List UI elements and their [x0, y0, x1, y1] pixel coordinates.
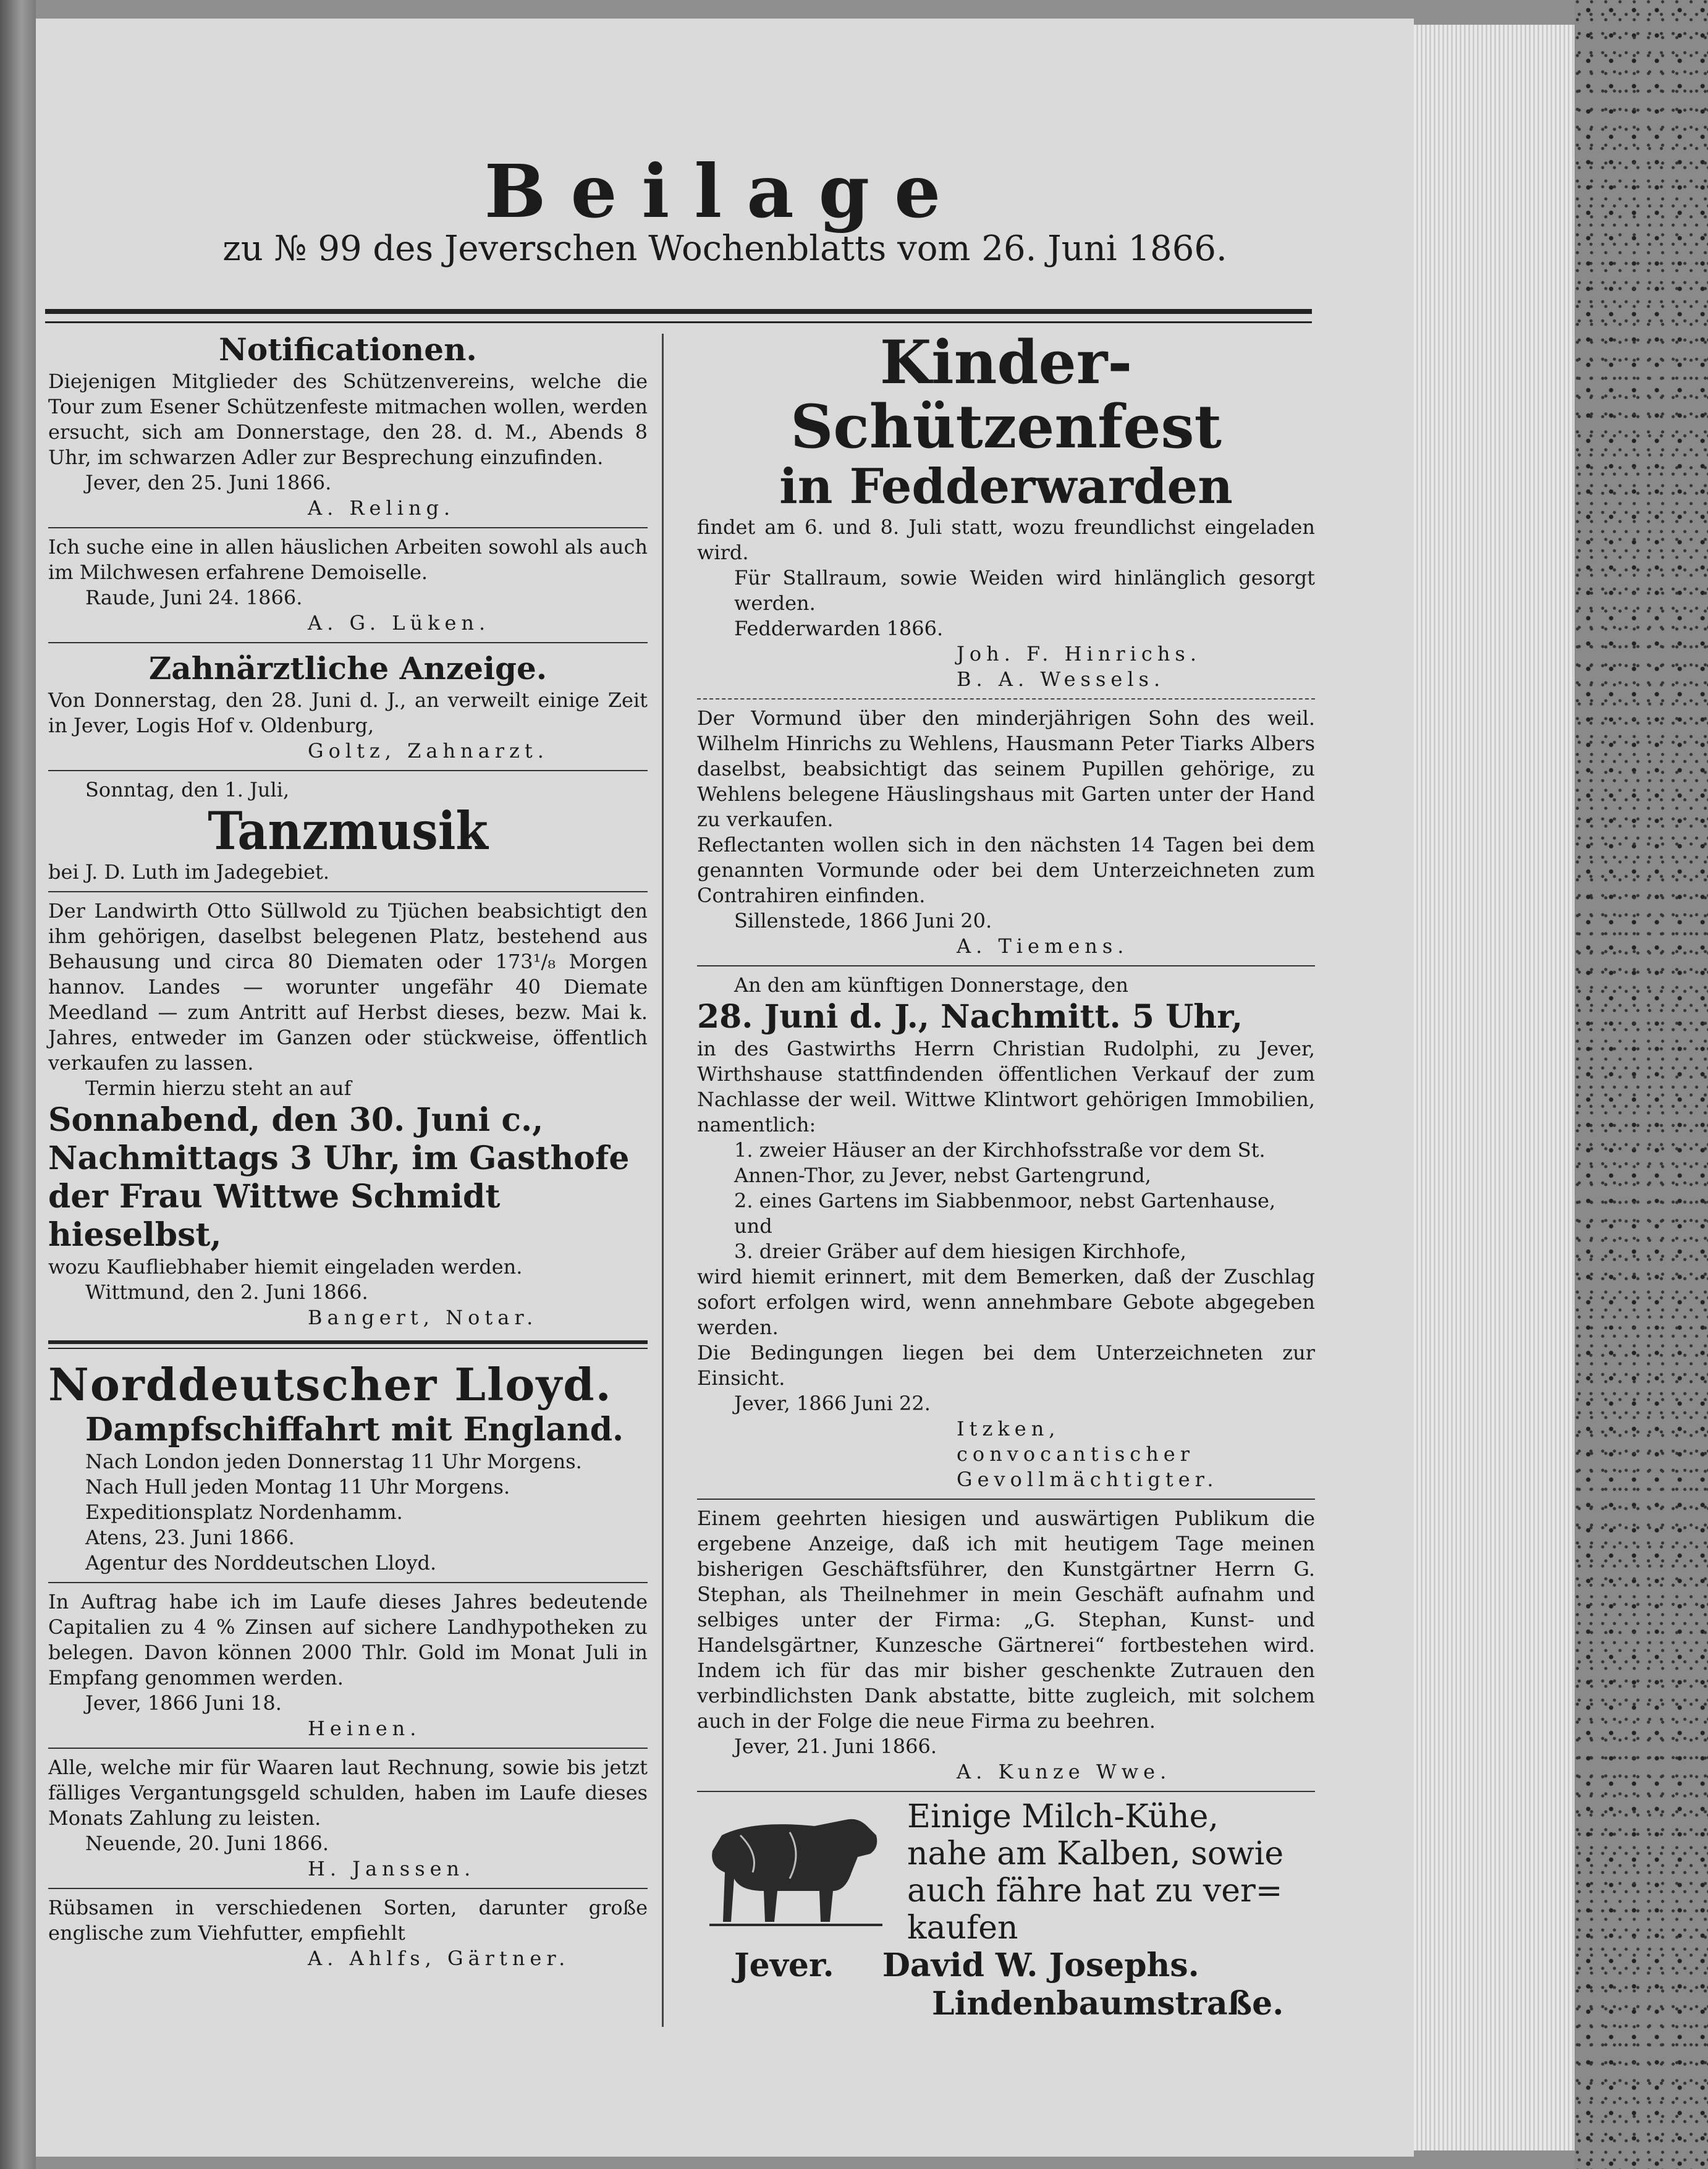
ad-zahlung: [48, 1755, 648, 1882]
ad-verkauf-platz: [48, 898, 648, 1330]
ad-signature: Goltz, Zahnarzt.: [308, 739, 549, 763]
ad-kinderschuetzenfest: [697, 328, 1315, 692]
ad-body: Der Vormund über den minderjährigen Sohn des weil. Wilhelm Hinrichs zu Wehlens, Hausmann Peter Tiarks Albers daselbst, beabsichtigt das seinem Pupillen gehörige, zu Wehlens belegene Häuslingshaus mit Garten unter der Hand zu verkaufen.: [697, 706, 1315, 831]
divider: [48, 891, 648, 892]
column-divider: [662, 334, 664, 2027]
ad-body: Ich suche eine in allen häuslichen Arbeiten sowohl als auch im Milchwesen erfahrene Demoiselle.: [48, 535, 648, 584]
ad-signature: Heinen.: [308, 1717, 421, 1740]
ad-line: Sonntag, den 1. Juli,: [85, 778, 290, 801]
ad-list-item: 3. dreier Gräber auf dem hiesigen Kirchhofe,: [734, 1240, 1186, 1263]
ad-place-date: Sillenstede, 1866 Juni 20.: [734, 909, 992, 932]
adjacent-page-edge: [0, 0, 36, 2169]
ad-signature: A. G. Lüken.: [308, 611, 491, 635]
ad-body: Einem geehrten hiesigen und auswärtigen Publikum die ergebene Anzeige, daß ich mit heutigem Tage meinen bisherigen Geschäftsführer, den Kunstgärtner Herrn G. Stephan, als Theilnehmer in mein Geschäft aufnahm und selbiges unter der Firma: „G. Stephan, Kunst- und Handelsgärtner, Kunzesche Gärtnerei“ fortbestehen wird. Indem ich für das mir bisher geschenkte Zutrauen den verbindlichsten Dank abstatte, bitte zugleich, mit solchem auch in der Folge die neue Firma zu beehren.: [697, 1507, 1315, 1733]
ad-line: Einige Milch-Kühe,: [907, 1798, 1219, 1835]
ad-place-date: Neuende, 20. Juni 1866.: [85, 1832, 329, 1855]
divider: [697, 965, 1315, 966]
cow-ad-text: [895, 1798, 1283, 1947]
ad-place-date: Wittmund, den 2. Juni 1866.: [85, 1280, 368, 1304]
ad-body: Für Stallraum, sowie Weiden wird hinlänglich gesorgt werden.: [734, 566, 1315, 615]
divider: [48, 1582, 648, 1583]
ad-body: wird hiemit erinnert, mit dem Bemerken, daß der Zuschlag sofort erfolgen wird, wenn annehmbare Gebote abgegeben werden.: [697, 1265, 1315, 1339]
ad-line: Expeditionsplatz Nordenhamm.: [85, 1500, 403, 1524]
left-column: [48, 331, 648, 1975]
ad-line: Nach London jeden Donnerstag 11 Uhr Morgens.: [85, 1450, 582, 1473]
ad-milchkuehe: [697, 1798, 1315, 2023]
book-cover-edge: [1575, 0, 1708, 2169]
divider: [48, 1888, 648, 1889]
ad-demoiselle: [48, 535, 648, 636]
ad-signature: convocantischer Gevollmächtigter.: [957, 1442, 1219, 1491]
right-column: [697, 328, 1315, 2027]
divider: [48, 770, 648, 771]
ad-heading: Zahnärztliche Anzeige.: [148, 650, 547, 687]
ad-line: kaufen: [907, 1909, 1018, 1947]
ad-place-date: Jever, 1866 Juni 22.: [734, 1392, 931, 1415]
ad-vormund: [697, 706, 1315, 959]
ad-body: Von Donnerstag, den 28. Juni d. J., an verweilt einige Zeit in Jever, Logis Hof v. Oldenburg,: [48, 688, 648, 737]
cow-ad-box: [697, 1798, 1315, 1947]
divider: [697, 1499, 1315, 1500]
ad-place-date: Jever, 21. Juni 1866.: [734, 1735, 937, 1758]
newspaper-page: [36, 19, 1414, 2157]
ad-body: In Auftrag habe ich im Laufe dieses Jahres bedeutende Capitalien zu 4 % Zinsen auf sichere Landhypotheken zu belegen. Davon können 2000 Thlr. Gold im Monat Juli in Empfang genommen werden.: [48, 1590, 648, 1689]
ad-notificationen: [48, 331, 648, 521]
cow-icon: [697, 1798, 895, 1940]
ad-heading: Kinder-Schützenfest: [790, 328, 1222, 462]
ad-merchant-name: David W. Josephs.: [882, 1947, 1199, 1984]
ad-immobilien: [697, 973, 1315, 1492]
ad-place-date: Jever, 1866 Juni 18.: [85, 1691, 282, 1715]
ad-heading: Tanzmusik: [208, 800, 488, 861]
ad-body: Rübsamen in verschiedenen Sorten, darunter große englische zum Viehfutter, empfiehlt: [48, 1896, 648, 1945]
ad-big-line: der Frau Wittwe Schmidt hieselbst,: [48, 1178, 501, 1254]
ad-zahnarzt: [48, 649, 648, 764]
ad-signature: A. Ahlfs, Gärtner.: [308, 1947, 570, 1970]
ad-kunze: [697, 1506, 1315, 1785]
ad-list-item: 1. zweier Häuser an der Kirchhofsstraße vor dem St. Annen-Thor, zu Jever, nebst Gartengrund,: [734, 1138, 1266, 1187]
ad-place-date: Fedderwarden 1866.: [734, 617, 944, 640]
thick-divider: [48, 1340, 648, 1349]
ad-big-line: 28. Juni d. J., Nachmitt. 5 Uhr,: [697, 998, 1243, 1036]
ad-signature: A. Kunze Wwe.: [957, 1760, 1172, 1783]
ad-body: Diejenigen Mitglieder des Schützenvereins, welche die Tour zum Esener Schützenfeste mitmachen wollen, werden ersucht, sich am Donnerstage, den 28. d. M., Abends 8 Uhr, im schwarzen Adler zur Besprechung einzufinden.: [48, 370, 648, 469]
ad-signature: Itzken,: [957, 1417, 1060, 1440]
ad-place: Jever.: [734, 1947, 834, 1984]
ad-body: in des Gastwirths Herrn Christian Rudolphi, zu Jever, Wirthshause stattfindenden öffentlichen Verkauf der zum Nachlasse der weil. Wittwe Klintwort gehörigen Immobilien, namentlich:: [697, 1037, 1315, 1136]
book-page-edges: [1414, 25, 1575, 2150]
divider: [48, 642, 648, 643]
ad-signature: H. Janssen.: [308, 1857, 476, 1880]
ad-big-line: Sonnabend, den 30. Juni c.,: [48, 1101, 544, 1139]
ad-footer: [697, 1947, 1315, 1985]
divider: [697, 1791, 1315, 1792]
ad-capitalien: [48, 1589, 648, 1741]
ad-body: findet am 6. und 8. Juli statt, wozu freundlichst eingeladen wird.: [697, 515, 1315, 564]
ad-body: Die Bedingungen liegen bei dem Unterzeichneten zur Einsicht.: [697, 1341, 1315, 1390]
ad-line: auch fähre hat zu ver=: [907, 1872, 1283, 1909]
ad-street: Lindenbaumstraße.: [932, 1985, 1284, 2023]
ad-signature: Bangert, Notar.: [308, 1306, 538, 1329]
page-title: Beilage: [484, 148, 966, 234]
ad-body: Alle, welche mir für Waaren laut Rechnung, sowie bis jetzt fälliges Vergantungsgeld schulden, haben im Laufe dieses Monats Zahlung zu leisten.: [48, 1756, 648, 1830]
divider: [48, 527, 648, 528]
ad-line: nahe am Kalben, sowie: [907, 1835, 1284, 1872]
ad-signature: A. Reling.: [308, 496, 455, 520]
ad-signature: Agentur des Norddeutschen Lloyd.: [85, 1551, 437, 1575]
header-rule: [45, 309, 1312, 323]
ad-intro: An den am künftigen Donnerstage, den: [734, 973, 1128, 997]
ad-heading: Notificationen.: [219, 331, 477, 368]
divider: [48, 1748, 648, 1749]
ad-body: Der Landwirth Otto Süllwold zu Tjüchen beabsichtigt den ihm gehörigen, daselbst belegenen Platz, bestehend aus Behausung und circa 80 Diematen oder 173¹/₈ Morgen hannov. Landes — worunter ungefähr 40 Diemate Meedland — zum Antritt auf Herbst dieses, bezw. Mai k. Jahres, entweder im Ganzen oder stückweise, öffentlich verkaufen zu lassen.: [48, 899, 648, 1075]
ad-subheading: Dampfschiffahrt mit England.: [85, 1411, 624, 1448]
page-subtitle: zu № 99 des Jeverschen Wochenblatts vom 26. Juni 1866.: [222, 229, 1227, 269]
divider: [697, 698, 1315, 700]
ad-heading: in Fedderwarden: [779, 459, 1233, 515]
ad-heading: Norddeutscher Lloyd.: [48, 1358, 612, 1411]
ad-tanzmusik: [48, 777, 648, 885]
ad-lloyd: [48, 1359, 648, 1576]
ad-line: bei J. D. Luth im Jadegebiet.: [48, 860, 330, 884]
ad-signature: B. A. Wessels.: [957, 667, 1165, 691]
ad-term: Termin hierzu steht an auf: [85, 1076, 352, 1100]
ad-big-line: Nachmittags 3 Uhr, im Gasthofe: [48, 1139, 630, 1177]
ad-body: Reflectanten wollen sich in den nächsten 14 Tagen bei dem genannten Vormunde oder bei dem Unterzeichneten zum Contrahiren einfinden.: [697, 833, 1315, 907]
ad-place-date: Atens, 23. Juni 1866.: [85, 1526, 295, 1549]
ad-invite: wozu Kaufliebhaber hiemit eingeladen werden.: [48, 1255, 523, 1279]
ad-ruebsamen: [48, 1895, 648, 1971]
ad-list-item: 2. eines Gartens im Siabbenmoor, nebst Gartenhause, und: [734, 1189, 1276, 1238]
ad-place-date: Raude, Juni 24. 1866.: [85, 586, 303, 609]
ad-signature: Joh. F. Hinrichs.: [957, 642, 1202, 666]
ad-line: Nach Hull jeden Montag 11 Uhr Morgens.: [85, 1475, 510, 1499]
ad-signature: A. Tiemens.: [957, 934, 1129, 958]
ad-place-date: Jever, den 25. Juni 1866.: [85, 471, 332, 494]
